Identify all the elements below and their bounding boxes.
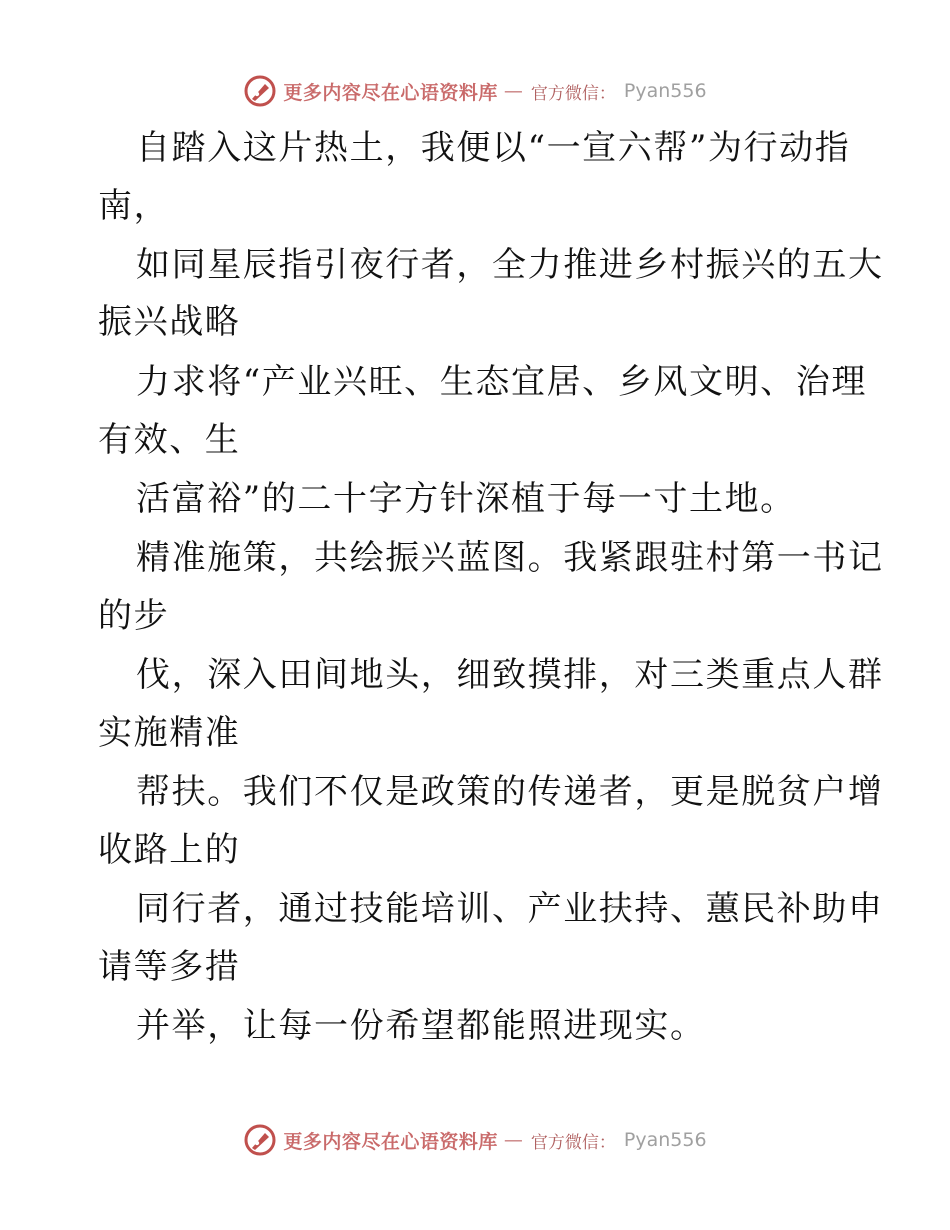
watermark-dash: — [503,1129,523,1151]
watermark-wechat-label: 官方微信： [530,83,616,104]
watermark-main-text: 更多内容尽在心语资料库 [283,1130,498,1153]
header-watermark [0,71,950,111]
paragraph-line: 同行者，通过技能培训、产业扶持、蕙民补助申 [136,889,884,929]
paragraph-line: 振兴战略 [98,302,241,342]
footer-watermark [0,1120,950,1160]
paragraph-line: 力求将“产业兴旺、生态宜居、乡风文明、治理 [136,362,867,402]
paragraph-line: 的步 [98,596,170,636]
paragraph-line: 实施精准 [98,713,241,753]
paragraph-line: 有效、生 [98,420,241,460]
watermark-wechat-label: 官方微信： [530,1132,616,1153]
paragraph-line: 伐，深入田间地头，细致摸排，对三类重点人群 [136,655,884,695]
pen-nib-logo-icon [243,74,277,108]
paragraph-line: 帮扶。我们不仅是政策的传递者，更是脱贫户增 [136,772,884,812]
watermark-wechat-id: Pyan556 [623,80,707,102]
paragraph-line: 请等多措 [98,947,241,987]
paragraph-line: 自踏入这片热土，我便以“一宣六帮”为行动指 [136,128,851,168]
paragraph-line: 南， [98,186,170,226]
watermark-wechat-id: Pyan556 [623,1129,707,1151]
paragraph-line: 活富裕”的二十字方针深植于每一寸土地。 [136,479,796,519]
paragraph-line: 收路上的 [98,830,241,870]
paragraph-line: 精准施策，共绘振兴蓝图。我紧跟驻村第一书记 [136,538,884,578]
watermark-dash: — [503,80,523,102]
paragraph-line: 并举，让每一份希望都能照进现实。 [136,1006,706,1046]
watermark-main-text: 更多内容尽在心语资料库 [283,81,498,104]
paragraph-line: 如同星辰指引夜行者，全力推进乡村振兴的五大 [136,245,884,285]
pen-nib-logo-icon [243,1123,277,1157]
